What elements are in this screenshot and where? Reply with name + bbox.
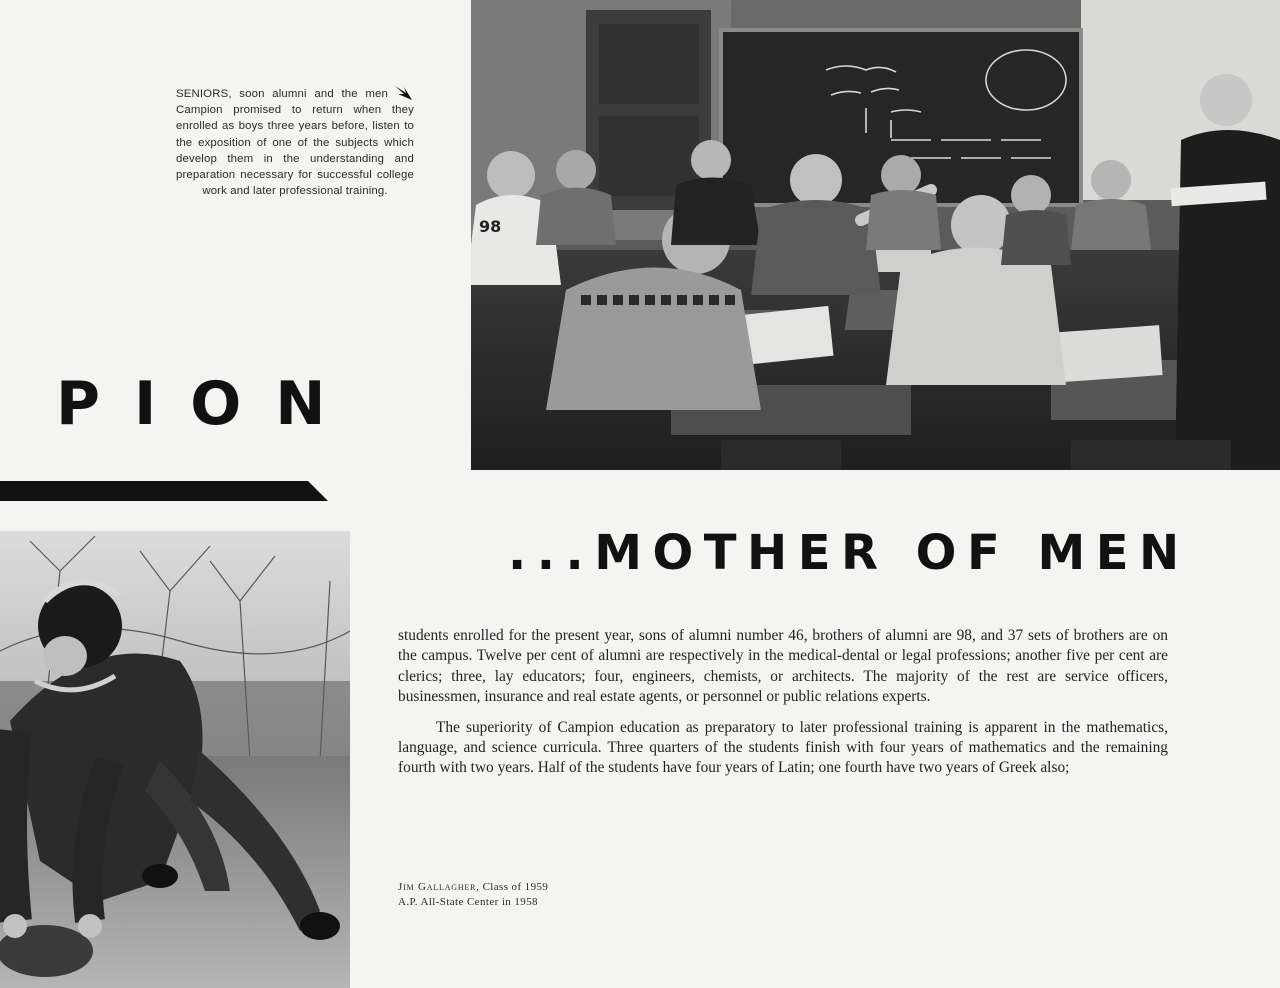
- page-title: ...MOTHER OF MEN: [508, 525, 1190, 581]
- divider-bar: [0, 481, 328, 501]
- arrow-down-right-icon: [394, 84, 414, 102]
- credit-line-2: A.P. All-State Center in 1958: [398, 896, 538, 908]
- body-paragraph-2: The superiority of Campion education as preparatory to later professional training is apparent in the mathematics, language, and science curricula. Three quarters of the students finish with four years of mathematics and the remaining fourth with two years. Half of the students have four years of Latin; one fourth have two years of Greek also;: [398, 718, 1168, 777]
- jersey-number: 98: [479, 217, 502, 236]
- photo-credit: [398, 880, 548, 910]
- classroom-photo: [471, 0, 1280, 470]
- football-player-photo: [0, 531, 350, 988]
- credit-line-1: [398, 880, 548, 895]
- headline-fragment: PION: [56, 369, 360, 439]
- photo-caption: [176, 86, 414, 199]
- article-body: [398, 626, 1168, 789]
- credit-name: Jim Gallagher: [398, 881, 477, 893]
- caption-text: SENIORS, soon alumni and the men Campion promised to return when they enrolled as boys three years before, listen to the exposition of one of the subjects which develop them in the understanding and preparation necessary for successful college work and later professional training.: [176, 88, 414, 198]
- body-paragraph-1: students enrolled for the present year, sons of alumni number 46, brothers of alumni are 98, and 37 sets of brothers are on the campus. Twelve per cent of alumni are respectively in the medical-dental or legal professions; another five per cent are clerics; three, lay educators; four, engineers, chemists, or architects. The majority of the rest are service officers, businessmen, insurance and real estate agents, or personnel or public relations experts.: [398, 627, 1168, 706]
- credit-class: , Class of 1959: [476, 881, 549, 893]
